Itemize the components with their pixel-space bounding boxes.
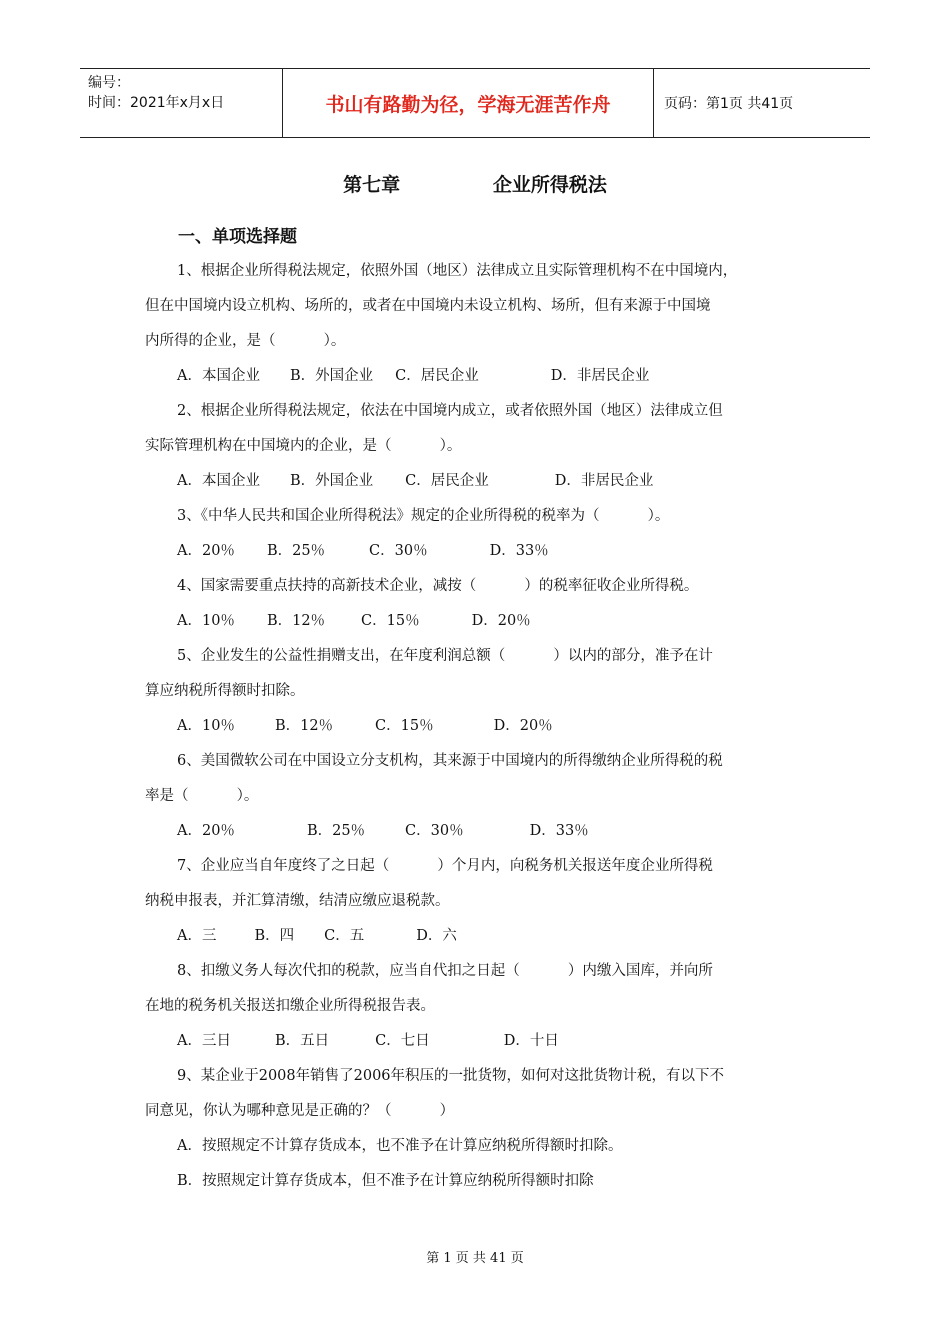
options-row	[145, 1024, 810, 1059]
option-a: A．按照规定不计算存货成本，也不准予在计算应纳税所得额时扣除。	[177, 1138, 623, 1154]
option-d: D．非居民企业	[554, 473, 654, 489]
option-a: A．20％	[177, 823, 235, 839]
option-c: C．七日	[375, 1033, 430, 1049]
options-row	[145, 534, 810, 569]
question-text-line: 3、《中华人民共和国企业所得税法》规定的企业所得税的税率为（ ）。	[177, 508, 670, 524]
option-c: C．五	[324, 928, 365, 944]
option-d: D．20％	[471, 613, 531, 629]
document-header	[80, 68, 870, 138]
option-b: B．12％	[266, 613, 326, 629]
question-text-line: 5、企业发生的公益性捐赠支出，在年度利润总额（ ）以内的部分，准予在计	[177, 648, 713, 664]
section-title: 一、单项选择题	[178, 227, 297, 247]
option-c: C．15％	[361, 613, 420, 629]
option-a: A．10％	[177, 613, 235, 629]
option-b: B．25％	[266, 543, 326, 559]
question-text-line: 7、企业应当自年度终了之日起（ ）个月内，向税务机关报送年度企业所得税	[177, 858, 713, 874]
options-row	[145, 814, 810, 849]
option-d: D．20％	[493, 718, 553, 734]
question-text-line: 2、根据企业所得税法规定，依法在中国境内成立，或者依照外国（地区）法律成立但	[177, 403, 723, 419]
option-b: B．四	[254, 928, 295, 944]
header-page-info: 页码：第1页 共41页	[664, 96, 794, 112]
header-meta	[80, 69, 282, 137]
option-b: B．外国企业	[289, 473, 374, 489]
option-b: B．12％	[274, 718, 334, 734]
option-a: A．本国企业	[177, 368, 260, 384]
question-text-line: 6、美国微软公司在中国设立分支机构，其来源于中国境内的所得缴纳企业所得税的税	[177, 753, 723, 769]
option-d: D．六	[416, 928, 457, 944]
header-motto: 书山有路勤为径，学海无涯苦作舟	[282, 69, 654, 137]
chapter-title	[0, 170, 950, 197]
question-text-line: 同意见，你认为哪种意见是正确的？（ ）	[145, 1103, 455, 1119]
option-a: A．三日	[177, 1033, 231, 1049]
chapter-number: 第七章	[343, 174, 401, 196]
chapter-name: 企业所得税法	[492, 174, 607, 196]
option-c: C．居民企业	[395, 368, 479, 384]
question-text-line: 实际管理机构在中国境内的企业，是（ ）。	[145, 438, 462, 454]
options-row	[145, 709, 810, 744]
question-text-line: 率是（ ）。	[145, 788, 259, 804]
question-text-line: 1、根据企业所得税法规定，依照外国（地区）法律成立且实际管理机构不在中国境内，	[177, 263, 738, 279]
option-c: C．15％	[375, 718, 434, 734]
options-row	[145, 604, 810, 639]
option-d: D．十日	[503, 1033, 559, 1049]
option-c: C．30％	[405, 823, 464, 839]
question-text-line: 纳税申报表，并汇算清缴，结清应缴应退税款。	[145, 893, 450, 909]
option-b: B．25％	[306, 823, 366, 839]
option-d: D．33％	[489, 543, 549, 559]
page-footer: 第 1 页 共 41 页	[426, 1251, 524, 1266]
question-list	[145, 254, 810, 1199]
time-label: 时间：2021年x月x日	[88, 95, 225, 111]
option-d: D．非居民企业	[550, 368, 650, 384]
option-a: A．20％	[177, 543, 235, 559]
option-b: B．外国企业	[289, 368, 374, 384]
question-text-line: 算应纳税所得额时扣除。	[145, 683, 305, 699]
question-text-line: 4、国家需要重点扶持的高新技术企业，减按（ ）的税率征收企业所得税。	[177, 578, 699, 594]
option-a: A．10％	[177, 718, 235, 734]
question-text-line: 内所得的企业，是（ ）。	[145, 333, 346, 349]
options-row	[145, 359, 810, 394]
option-a: A．本国企业	[177, 473, 260, 489]
number-label: 编号：	[88, 75, 130, 91]
option-c: C．30％	[369, 543, 428, 559]
question-text-line: 但在中国境内设立机构、场所的，或者在中国境内未设立机构、场所，但有来源于中国境	[145, 298, 711, 314]
question-text-line: 在地的税务机关报送扣缴企业所得税报告表。	[145, 998, 435, 1014]
question-text-line: 9、某企业于2008年销售了2006年积压的一批货物，如何对这批货物计税，有以下不	[177, 1068, 725, 1084]
option-a: A．三	[177, 928, 217, 944]
question-text-line: 8、扣缴义务人每次代扣的税款，应当自代扣之日起（ ）内缴入国库，并向所	[177, 963, 713, 979]
option-b: B．五日	[274, 1033, 330, 1049]
options-row	[145, 464, 810, 499]
option-c: C．居民企业	[405, 473, 489, 489]
option-b: B．按照规定计算存货成本，但不准予在计算应纳税所得额时扣除	[177, 1173, 594, 1189]
options-row	[145, 919, 810, 954]
option-d: D．33％	[529, 823, 589, 839]
